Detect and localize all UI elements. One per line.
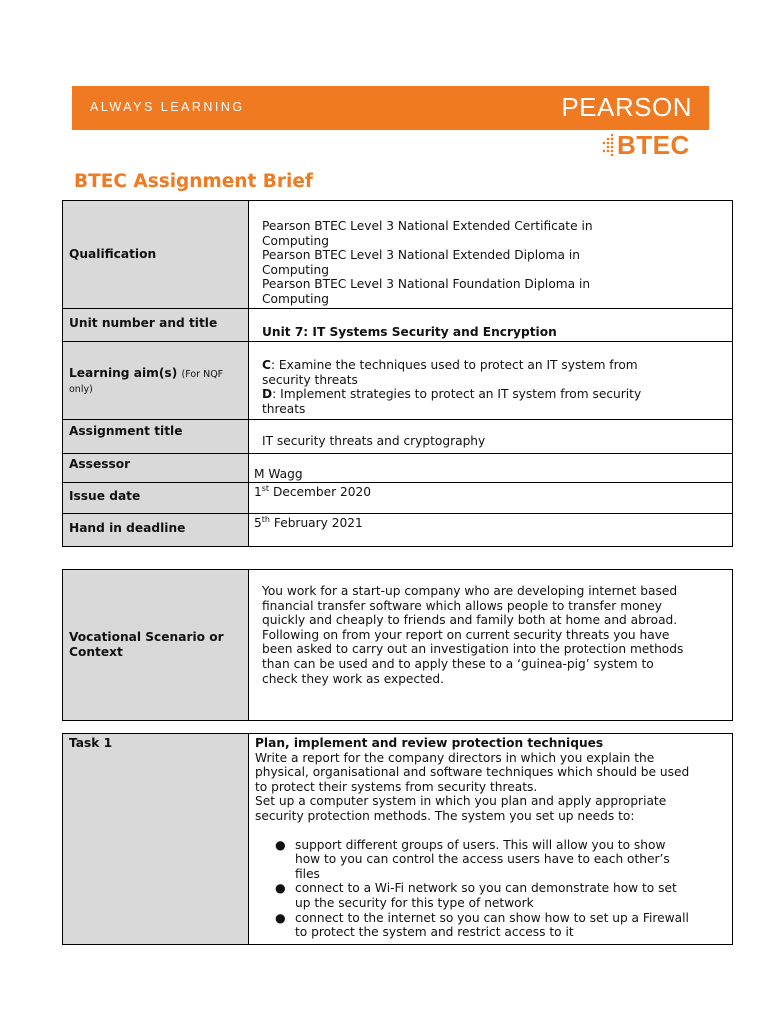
unit-value: Unit 7: IT Systems Security and Encryption [262,325,557,339]
aims-list: C: Examine the techniques used to protect an IT system from security threats D: Implement strategies to protect an IT system from security threats [262,358,642,416]
task-bullets [255,838,730,940]
deadline-label: Hand in deadline [69,521,186,535]
qualification-label: Qualification [69,247,157,261]
qualification-value: Pearson BTEC Level 3 National Extended Certificate in Computing Pearson BTEC Level 3 National Extended Diploma in Computing Pearson BTEC Level 3 National Foundation Diploma in Computing [262,219,593,306]
table-row [63,201,733,309]
table-row [63,483,733,514]
task-table [62,733,733,945]
table-row [63,309,733,342]
pearson-logo: PEARSON [561,92,692,122]
btec-wordmark: BTEC [617,130,690,160]
list-item: ● connect to a Wi-Fi network so you can demonstrate how to set up the security for this type of network [275,881,677,910]
table-row [63,420,733,454]
assessor-value: M Wagg [254,467,303,481]
table-row [63,570,733,721]
table-row [63,514,733,547]
details-table [62,200,733,547]
task-body: Plan, implement and review protection techniques Write a report for the company directors in which you explain the physical, organisational and software techniques which should be used to protect their systems from security threats. Set up a computer system in which you plan and apply appropriate security protection methods. The system you set up needs to: ● support different groups of users. This will allow you to show how to you can control the access users have to each other’s files ● connect to a Wi-Fi network so you can demonstrate how to set up the security for this type of network ● connect to the internet so you can show how to set up a Firewall to protect the system and restrict access to it [255,736,730,940]
table-row [63,734,733,945]
task-heading: Plan, implement and review protection techniques [255,736,604,750]
assessor-label: Assessor [69,457,131,471]
tagline: ALWAYS LEARNING [90,100,245,114]
table-row [63,454,733,483]
btec-logo [600,130,710,162]
assignment-title-value: IT security threats and cryptography [262,434,486,448]
scenario-table [62,569,733,721]
scenario-label: Vocational Scenario or Context [69,630,224,659]
pearson-banner [72,86,709,130]
task-label: Task 1 [69,736,113,750]
issue-date-value: 1st December 2020 [254,484,372,500]
page-title: BTEC Assignment Brief [74,171,313,192]
list-item: ● connect to the internet so you can show how to set up a Firewall to protect the system and restrict access to it [275,910,689,940]
btec-dots-icon [600,132,616,158]
table-row [63,342,733,420]
list-item: ● support different groups of users. This will allow you to show how to you can control the access users have to each other’s files [275,837,670,881]
scenario-text: You work for a start-up company who are developing internet based financial transfer software which allows people to transfer money quickly and cheaply to friends and family both at home and abroad. Following on from your report on current security threats you have been asked to carry out an investigation into the protection methods than can be used and to apply these to a ‘guinea-pig’ system to check they work as expected. [262,584,684,686]
unit-label: Unit number and title [69,316,218,330]
aims-label: Learning aim(s) [69,366,178,380]
deadline-value: 5th February 2021 [254,515,363,531]
issue-date-label: Issue date [69,489,141,503]
assignment-title-label: Assignment title [69,424,183,438]
aims-note: (For NQF only) [69,369,224,395]
